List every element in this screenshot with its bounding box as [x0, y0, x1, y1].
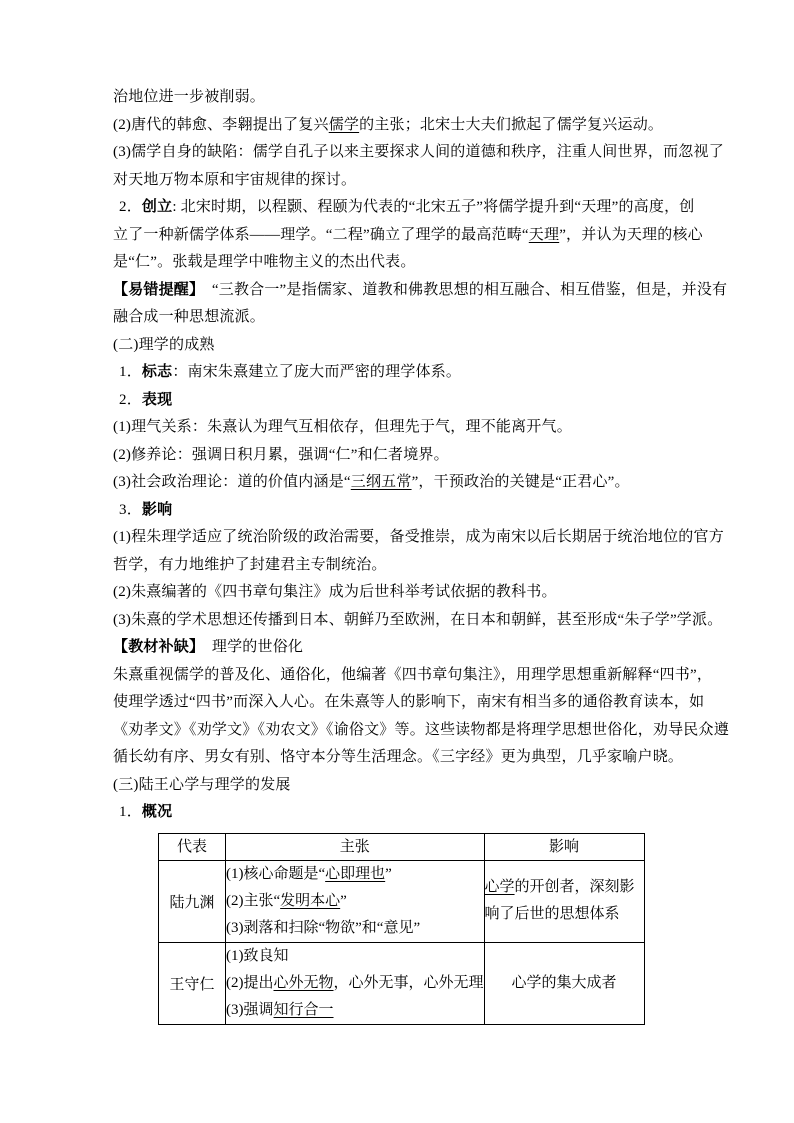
text-line	[113, 469, 685, 497]
text-run: (二)理学的成熟	[113, 336, 215, 353]
text-line	[113, 84, 685, 112]
text-run: 立了一种新儒学体系——理学。“二程”确立了理学的最高范畴“	[113, 226, 529, 243]
text-run: (3)强调	[226, 1001, 274, 1018]
claims-cell	[226, 942, 485, 1024]
text-line	[113, 112, 685, 140]
text-run: 3．	[119, 501, 142, 518]
influence-cell	[484, 942, 644, 1024]
text-run: (2)主张“	[226, 892, 281, 909]
influence-line	[487, 970, 642, 997]
text-line	[113, 524, 724, 552]
text-line	[113, 222, 703, 250]
text-run: 使理学透过“四书”而深入人心。在朱熹等人的影响下，南宋有相当多的通俗教育读本，如	[113, 694, 705, 710]
document-lines	[113, 84, 729, 827]
bold-label: 【教材补缺】	[113, 639, 197, 655]
text-run: (3)朱熹的学术思想还传播到日本、朝鲜乃至欧洲，在日本和朝鲜，甚至形成“朱子学”学派。	[113, 611, 723, 628]
claim-line	[226, 888, 484, 915]
bold-label: 【易错提醒】	[113, 281, 197, 298]
text-line	[113, 717, 729, 745]
underlined-term: 儒学	[328, 116, 360, 133]
text-run: (2)朱熹编著的《四书章句集注》成为后世科举考试依据的教科书。	[113, 584, 557, 600]
bold-label: 创立	[141, 199, 173, 215]
text-run: 哲学，有力地维护了封建君主专制统治。	[113, 556, 387, 573]
underlined-term: 三纲五常	[350, 474, 412, 490]
text-line	[113, 249, 685, 277]
text-line	[113, 332, 685, 360]
text-line	[113, 744, 685, 772]
column-header-representative: 代表	[159, 833, 226, 860]
table-header-row	[159, 833, 645, 860]
text-run: (2)唐代的韩愈、李翱提出了复兴	[113, 116, 329, 133]
document-content	[113, 84, 729, 1025]
text-line	[113, 387, 685, 415]
text-run: 的开创者，深刻影	[514, 879, 635, 895]
claim-line	[226, 861, 484, 888]
text-run: ”	[340, 892, 347, 909]
bold-label: 标志	[141, 364, 173, 380]
influence-line	[485, 901, 644, 928]
text-line	[113, 304, 685, 332]
column-header-influence: 影响	[484, 833, 644, 860]
claims-cell	[226, 860, 485, 942]
bold-label: 表现	[141, 391, 173, 408]
text-run: “三教合一”是指儒家、道教和佛教思想的相互融合、相互借鉴，但是，并没有	[196, 281, 728, 298]
text-line	[113, 414, 685, 442]
text-line	[113, 799, 685, 827]
text-run: 《劝孝文》《劝学文》《劝农文》《谕俗文》等。这些读物都是将理学思想世俗化，劝导民众遵	[113, 721, 729, 738]
text-run: 治地位进一步被削弱。	[113, 89, 266, 105]
underlined-term: 心外无物	[273, 974, 334, 991]
text-run: ”	[385, 865, 392, 882]
influence-line	[485, 874, 644, 901]
text-run: 响了后世的思想体系	[484, 906, 620, 922]
text-run: (1)理气关系：朱熹认为理气互相依存，但理先于气，理不能离开气。	[113, 419, 572, 435]
influence-cell	[484, 860, 644, 942]
text-line	[113, 607, 723, 635]
text-run: 是“仁”。张载是理学中唯物主义的杰出代表。	[113, 254, 416, 270]
text-line	[113, 359, 685, 387]
claim-line	[226, 970, 484, 997]
summary-table-body	[159, 860, 645, 1024]
text-run: (2)修养论：强调日积月累，强调“仁”和仁者境界。	[113, 446, 449, 463]
text-line	[113, 772, 685, 800]
table-row	[159, 942, 645, 1024]
table-row	[159, 860, 645, 942]
representative-cell: 王守仁	[159, 942, 226, 1024]
text-line	[113, 579, 685, 607]
text-run: 心学的集大成者	[511, 974, 617, 991]
summary-table	[158, 833, 645, 1025]
text-line	[113, 662, 713, 690]
underlined-term: 发明本心	[280, 892, 341, 909]
text-run: (2)提出	[226, 974, 274, 991]
text-run: (3)剥落和扫除“物欲”和“意见”	[226, 919, 421, 936]
text-run: ”，干预政治的关键是“正君心”。	[411, 474, 630, 490]
text-run: 的主张；北宋士大夫们掀起了儒学复兴运动。	[359, 116, 664, 133]
text-run: : 北宋时期，以程颢、程颐为代表的“北宋五子”将儒学提升到“天理”的高度，创	[172, 199, 695, 215]
bold-label: 概况	[141, 804, 173, 820]
text-run: 理学的世俗化	[196, 639, 304, 655]
text-run: 2．	[119, 199, 142, 215]
text-run: 对天地万物本原和宇宙规律的探讨。	[113, 171, 357, 188]
text-line	[113, 167, 685, 195]
text-line	[113, 139, 724, 167]
underlined-term: 心即理也	[325, 865, 386, 882]
representative-cell: 陆九渊	[159, 860, 226, 942]
text-run: 朱熹重视儒学的普及化、通俗化，他编著《四书章句集注》，用理学思想重新解释“四书”，	[113, 666, 713, 683]
text-run: 循长幼有序、男女有别、恪守本分等生活理念。《三字经》更为典型，几乎家喻户晓。	[113, 749, 684, 765]
text-line	[113, 497, 685, 525]
text-run: 2．	[119, 391, 142, 408]
text-run: 1．	[119, 804, 142, 820]
text-line	[113, 552, 685, 580]
text-run: ”，并认为天理的核心	[559, 226, 703, 243]
underlined-term: 天理	[528, 226, 560, 243]
text-run: (3)儒学自身的缺陷：儒学自孔子以来主要探求人间的道德和秩序，注重人间世界，而忽视了	[113, 144, 724, 160]
text-run: (1)程朱理学适应了统治阶级的政治需要，备受推崇，成为南宋以后长期居于统治地位的官方	[113, 529, 724, 545]
text-run: (三)陆王心学与理学的发展	[113, 776, 291, 793]
column-header-claims: 主张	[226, 833, 485, 860]
text-run: (3)社会政治理论：道的价值内涵是“	[113, 474, 351, 490]
text-run: 融合成一种思想流派。	[113, 309, 266, 325]
text-run: ，心外无事，心外无理	[333, 974, 484, 991]
claim-line	[226, 997, 484, 1024]
text-run: 1．	[119, 364, 142, 380]
text-run: ：南宋朱熹建立了庞大而严密的理学体系。	[172, 364, 462, 380]
text-line	[113, 277, 728, 305]
claim-line	[226, 915, 484, 942]
text-run: (1)致良知	[226, 947, 289, 964]
text-line	[113, 689, 705, 717]
underlined-term: 心学	[484, 879, 515, 895]
text-line	[113, 194, 695, 222]
text-line	[113, 442, 685, 470]
text-run: (1)核心命题是“	[226, 865, 326, 882]
text-line	[113, 634, 685, 662]
underlined-term: 知行合一	[273, 1001, 334, 1018]
claim-line	[226, 943, 484, 970]
bold-label: 影响	[141, 501, 173, 518]
